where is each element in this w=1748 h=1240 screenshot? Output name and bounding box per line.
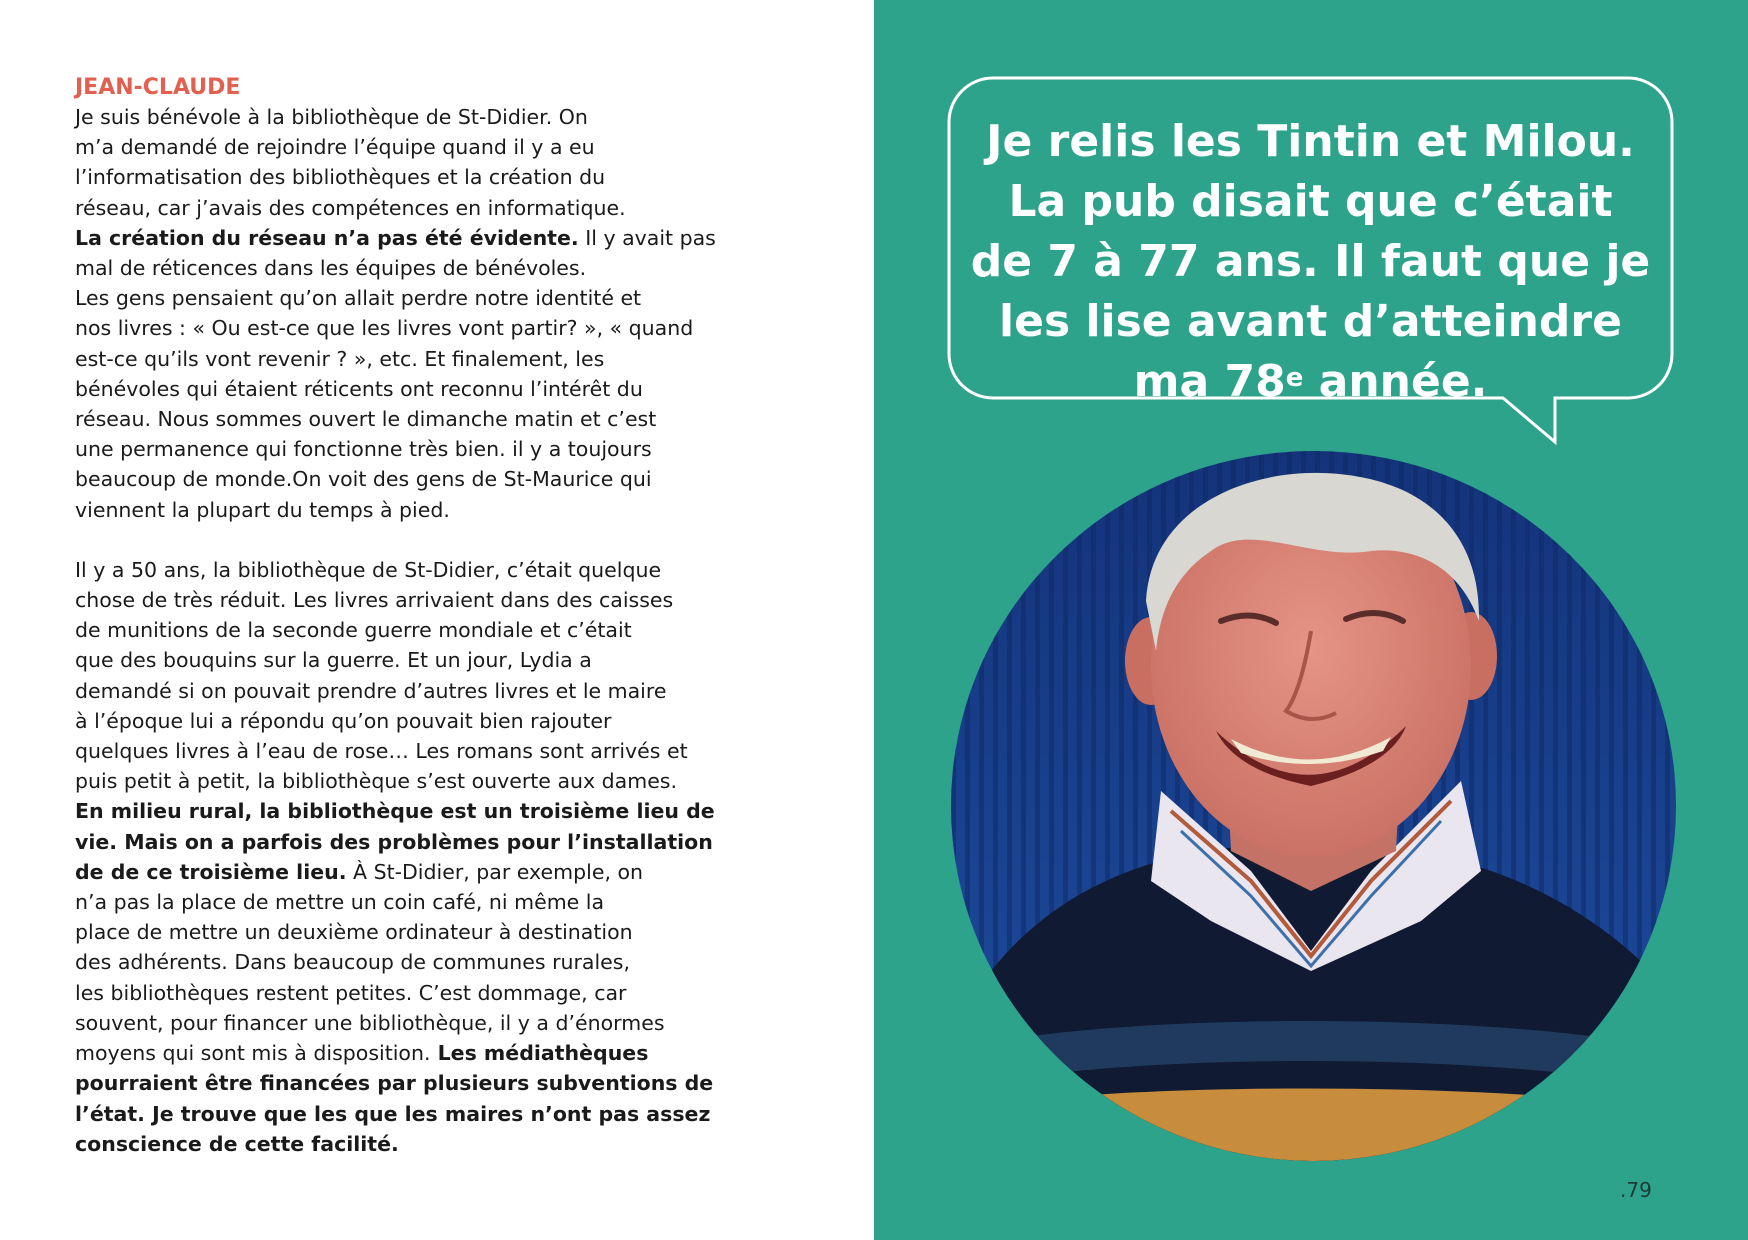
text-line: que des bouquins sur la guerre. Et un jour, Lydia a — [75, 648, 592, 673]
text-line: l’informatisation des bibliothèques et la création du — [75, 165, 606, 190]
quote-line: Je relis les Tintin et Milou. — [986, 116, 1635, 167]
paragraph-1 — [75, 102, 805, 525]
text-line: Je suis bénévole à la bibliothèque de St-Didier. On — [75, 105, 588, 129]
speech-bubble — [947, 76, 1674, 446]
text-line: Les gens pensaient qu’on allait perdre notre identité et — [75, 286, 642, 311]
text-line: chose de très réduit. Les livres arrivaient dans des caisses — [75, 588, 674, 613]
text-line: de munitions de la seconde guerre mondiale et c’était — [75, 618, 632, 643]
text-line: puis petit à petit, la bibliothèque s’est ouverte aux dames. — [75, 769, 677, 794]
quote-line: ma 78e année. — [1133, 356, 1488, 407]
paragraph-2 — [75, 555, 805, 1159]
text-line: à l’époque lui a répondu qu’on pouvait bien rajouter — [75, 708, 612, 733]
text-line: bénévoles qui étaient réticents ont reconnu l’intérêt du — [75, 376, 643, 401]
quote-line: de 7 à 77 ans. Il faut que je — [970, 236, 1651, 287]
text-line: de de ce troisième lieu. À St-Didier, par exemple, on — [75, 859, 644, 884]
text-line: réseau. Nous sommes ouvert le dimanche matin et c’est — [75, 407, 657, 432]
text-line: les bibliothèques restent petites. C’est dommage, car — [75, 980, 627, 1005]
text-line: réseau, car j’avais des compétences en informatique. — [75, 195, 626, 220]
text-line: quelques livres à l’eau de rose… Les romans sont arrivés et — [75, 739, 688, 764]
text-line: place de mettre un deuxième ordinateur à destination — [75, 920, 633, 945]
text-line: est-ce qu’ils vont revenir ? », etc. Et finalement, les — [75, 346, 605, 371]
text-line: nos livres : « Ou est-ce que les livres vont partir? », « quand — [75, 316, 694, 341]
text-line: conscience de cette facilité. — [75, 1131, 399, 1156]
portrait-photo — [951, 451, 1676, 1161]
text-line: une permanence qui fonctionne très bien. il y a toujours — [75, 437, 652, 462]
text-line: Il y a 50 ans, la bibliothèque de St-Didier, c’était quelque — [75, 557, 662, 582]
text-line: viennent la plupart du temps à pied. — [75, 497, 450, 522]
text-line: En milieu rural, la bibliothèque est un troisième lieu de — [75, 799, 715, 824]
quote-line: La pub disait que c’était — [1008, 176, 1613, 227]
text-line: vie. Mais on a parfois des problèmes pour l’installation — [75, 829, 713, 854]
quote-text — [947, 112, 1674, 412]
text-line: mal de réticences dans les équipes de bénévoles. — [75, 256, 587, 281]
speaker-name: JEAN-CLAUDE — [75, 75, 241, 100]
page-number: .79 — [1620, 1178, 1652, 1202]
text-line: La création du réseau n’a pas été évidente. Il y avait pas — [75, 225, 716, 250]
text-line: n’a pas la place de mettre un coin café, ni même la — [75, 890, 605, 915]
text-line: m’a demandé de rejoindre l’équipe quand il y a eu — [75, 135, 595, 160]
text-line: des adhérents. Dans beaucoup de communes rurales, — [75, 950, 630, 975]
text-line: souvent, pour financer une bibliothèque, il y a d’énormes — [75, 1010, 665, 1035]
quote-line: les lise avant d’atteindre — [999, 296, 1622, 347]
text-line: beaucoup de monde.On voit des gens de St-Maurice qui — [75, 467, 652, 492]
text-line: l’état. Je trouve que les que les maires n’ont pas assez — [75, 1101, 711, 1126]
article — [75, 74, 805, 1159]
text-line: moyens qui sont mis à disposition. Les médiathèques — [75, 1041, 649, 1066]
portrait-illustration — [951, 451, 1676, 1161]
text-line: demandé si on pouvait prendre d’autres livres et le maire — [75, 678, 667, 703]
text-line: pourraient être financées par plusieurs subventions de — [75, 1071, 714, 1096]
